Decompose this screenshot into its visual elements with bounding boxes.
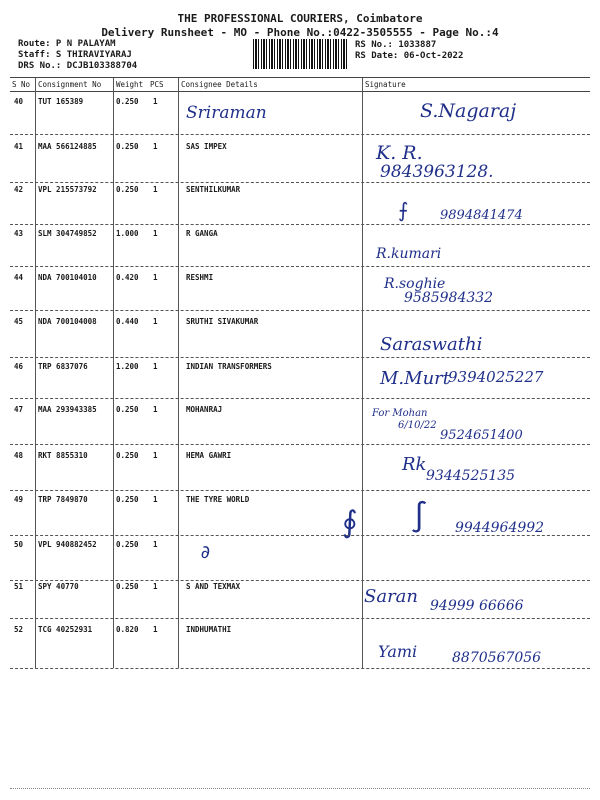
row-weight: 0.250 [116,451,139,460]
row-consignment-no: VPL 940882452 [38,540,97,549]
row-weight: 0.250 [116,185,139,194]
row-consignee: HEMA GAWRI [186,451,232,460]
row-sno: 48 [14,451,24,460]
row-sno: 52 [14,625,24,634]
row-sno: 45 [14,317,24,326]
signature-phone: 9394025227 [448,368,544,386]
barcode-image [253,39,348,69]
signature: K. R. [376,142,423,164]
consignee-handwriting: Sriraman [186,103,267,123]
row-consignment-no: RKT 8855310 [38,451,88,460]
signature-phone: 9944964992 [455,520,545,536]
col-header-weight: Weight [116,80,144,89]
row-weight: 0.440 [116,317,139,326]
col-header-consignee: Consignee Details [181,80,258,89]
signature-phone: 9524651400 [440,428,523,443]
row-consignment-no: TUT 165389 [38,97,84,106]
row-separator [10,444,590,445]
row-weight: 0.250 [116,540,139,549]
row-sno: 51 [14,582,24,591]
row-sno: 43 [14,229,24,238]
row-pcs: 1 [153,495,158,504]
row-weight: 0.250 [116,97,139,106]
signature-scribble-icon: ∫ [410,500,429,535]
row-consignee: R GANGA [186,229,218,238]
row-separator [10,398,590,399]
row-weight: 1.200 [116,362,139,371]
row-separator [10,134,590,135]
initials-scribble-icon: ∂ [200,542,211,563]
row-consignee: MOHANRAJ [186,405,223,414]
row-pcs: 1 [153,362,158,371]
signature: Saraswathi [380,334,483,355]
row-pcs: 1 [153,582,158,591]
row-consignment-no: VPL 215573792 [38,185,97,194]
drs-number: DRS No.: DCJB103388704 [18,61,138,71]
signature: Yami [378,642,418,661]
row-separator [10,580,590,581]
signature-phone: 9843963128. [380,162,494,182]
col-header-consignment: Consignment No [38,80,102,89]
row-sno: 47 [14,405,24,414]
row-sno: 50 [14,540,24,549]
row-pcs: 1 [153,625,158,634]
row-weight: 0.420 [116,273,139,282]
row-sno: 46 [14,362,24,371]
row-separator [10,182,590,183]
row-sno: 42 [14,185,24,194]
row-consignee: RESHMI [186,273,214,282]
row-consignee: S AND TEXMAX [186,582,241,591]
route-label: Route: P N PALAYAM [18,39,116,49]
row-pcs: 1 [153,97,158,106]
signature: Saran [364,586,418,607]
row-separator [10,266,590,267]
row-sno: 49 [14,495,24,504]
signature: R.kumari [376,246,442,262]
signature: S.Nagaraj [420,100,517,122]
runsheet-title: Delivery Runsheet - MO - Phone No.:0422-3505555 - Page No.:4 [101,26,499,39]
signature-phone: 8870567056 [452,650,542,666]
row-separator [10,357,590,358]
row-pcs: 1 [153,317,158,326]
row-pcs: 1 [153,405,158,414]
row-separator [10,535,590,536]
signature: M.Murt [380,368,451,389]
row-consignee: THE TYRE WORLD [186,495,250,504]
row-consignment-no: TCG 40252931 [38,625,93,634]
row-consignee: SENTHILKUMAR [186,185,241,194]
staff-label: Staff: S THIRAVIYARAJ [18,50,132,60]
table-header-rule [10,91,590,92]
row-weight: 1.000 [116,229,139,238]
signature-phone: 9344525135 [426,468,516,484]
page-bottom-rule [10,788,590,789]
row-weight: 0.250 [116,142,139,151]
row-sno: 41 [14,142,24,151]
row-pcs: 1 [153,451,158,460]
row-separator [10,618,590,619]
company-title: THE PROFESSIONAL COURIERS, Coimbatore [177,12,423,25]
table-top-rule [10,77,590,78]
signature: For Mohan [372,408,428,419]
signature-scribble-icon: ⨍ [398,198,409,222]
row-consignment-no: NDA 700104008 [38,317,97,326]
row-pcs: 1 [153,185,158,194]
row-sno: 40 [14,97,24,106]
row-weight: 0.820 [116,625,139,634]
row-consignment-no: MAA 566124885 [38,142,97,151]
row-consignment-no: NDA 700104010 [38,273,97,282]
signature-phone: 9894841474 [440,208,523,223]
col-header-sno: S No [12,80,31,89]
row-consignment-no: TRP 7849870 [38,495,88,504]
signature: Rk [402,454,427,475]
row-pcs: 1 [153,540,158,549]
row-pcs: 1 [153,142,158,151]
row-sno: 44 [14,273,24,282]
row-separator [10,668,590,669]
row-consignee: SAS IMPEX [186,142,227,151]
row-weight: 0.250 [116,495,139,504]
row-consignee: INDIAN TRANSFORMERS [186,362,272,371]
row-weight: 0.250 [116,405,139,414]
signature-phone: 94999 66666 [430,598,524,614]
row-consignment-no: MAA 293943385 [38,405,97,414]
row-separator [10,490,590,491]
rs-number: RS No.: 1033887 [355,40,437,50]
row-consignee: SRUTHI SIVAKUMAR [186,317,259,326]
row-weight: 0.250 [116,582,139,591]
row-consignee: INDHUMATHI [186,625,232,634]
row-consignment-no: TRP 6837076 [38,362,88,371]
row-separator [10,224,590,225]
col-header-pcs: PCS [150,80,164,89]
signature-date: 6/10/22 [398,420,437,431]
col-header-signature: Signature [365,80,406,89]
row-consignment-no: SLM 304749852 [38,229,97,238]
row-pcs: 1 [153,229,158,238]
rs-date: RS Date: 06-Oct-2022 [355,51,464,61]
row-separator [10,310,590,311]
row-consignment-no: SPY 40770 [38,582,79,591]
signature-phone: 9585984332 [404,290,494,306]
signature: R.soghie [384,276,446,292]
signature-scribble-icon: ∮ [342,505,358,540]
row-pcs: 1 [153,273,158,282]
